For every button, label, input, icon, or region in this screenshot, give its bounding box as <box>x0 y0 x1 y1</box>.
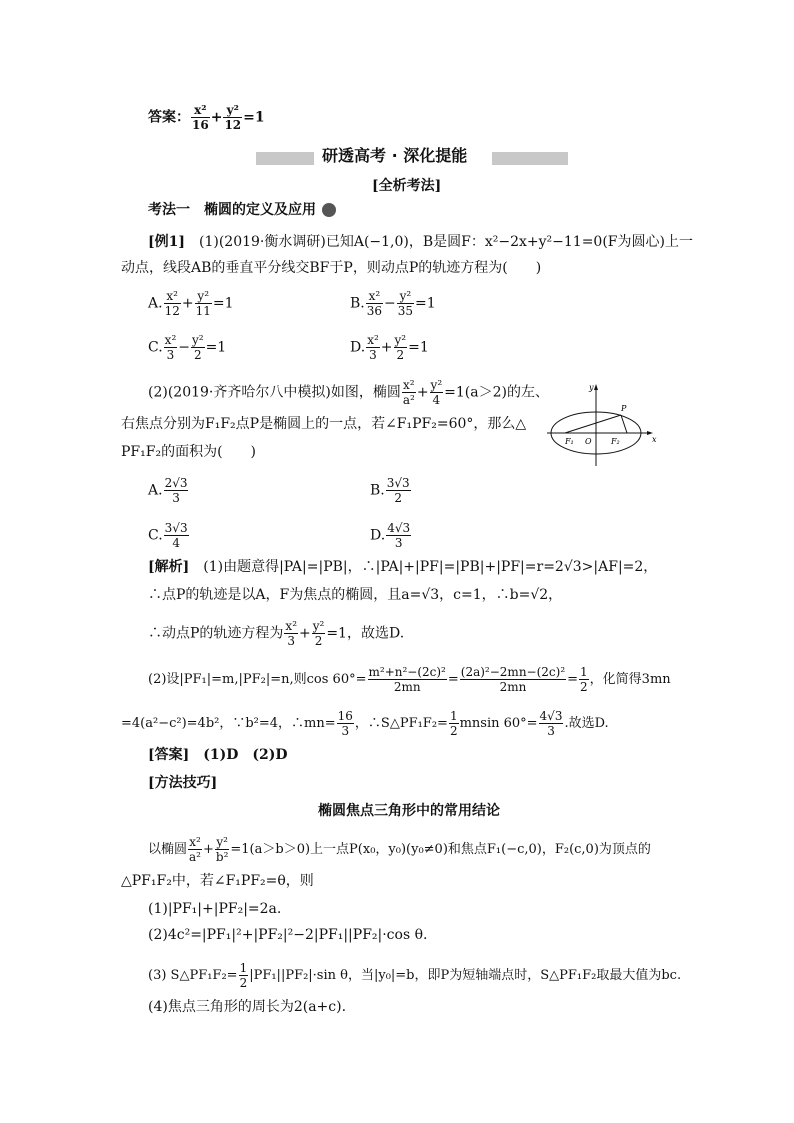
banner-right-bar <box>492 152 568 165</box>
subtitle: [全析考法] <box>372 178 442 194</box>
option-d: D. $\frac{\text{x²}}{3}$ + $\frac{\text{y²}}{2}$ =1 <box>350 333 429 362</box>
analysis-line4: (2)设|PF₁|=m,|PF₂|=n,则cos 60°= $\frac{\text{m²+n²−(2c)²}}{2mn}$ = $\frac{\text{(2a)²−2mn−(2c)²}}{2mn}$ = $\frac{1}{2}$ ，化简得3mn <box>148 665 671 694</box>
origin-label: O <box>585 437 592 446</box>
method-title: 椭圆焦点三角形中的常用结论 <box>318 803 500 819</box>
answer-fraction-x: $\frac{\text{x²}}{16}$ <box>192 103 209 132</box>
part2-option-c: C. $\frac{3√3}{4}$ <box>148 521 188 550</box>
part2-option-a: A. $\frac{2√3}{3}$ <box>148 476 188 505</box>
segment-f1-p <box>565 415 621 433</box>
example1-part2-line3: PF₁F₂的面积为( ) <box>121 444 256 460</box>
option-c: C. $\frac{\text{x²}}{3}$ − $\frac{\text{y²}}{2}$ =1 <box>148 333 227 362</box>
option-a: A. $\frac{\text{x²}}{12}$ + $\frac{\text{y²}}{11}$ =1 <box>148 289 234 318</box>
answer-fraction-y: $\frac{\text{y²}}{12}$ <box>224 103 242 132</box>
p-label: P <box>621 404 627 413</box>
method-tag: [方法技巧] <box>148 775 218 791</box>
banner-left-bar <box>256 152 314 165</box>
answer-label: 答案： <box>148 109 190 126</box>
example1-line2: 动点，线段AB的垂直平分线交BF于P，则动点P的轨迹方程为( ) <box>121 260 542 276</box>
section-banner: 研透高考 · 深化提能 <box>322 146 468 165</box>
y-label: y <box>589 383 594 392</box>
x-label: x <box>652 435 657 444</box>
part2-option-b: B. $\frac{3√3}{2}$ <box>370 476 410 505</box>
method-item2: (2)4c²=|PF₁|²+|PF₂|²−2|PF₁||PF₂|·cos θ. <box>148 927 428 943</box>
option-b: B. $\frac{\text{x²}}{36}$ − $\frac{\text{y²}}{35}$ =1 <box>350 289 436 318</box>
bullet-dot-icon <box>322 203 336 217</box>
analysis-line2: ∴点P的轨迹是以A，F为焦点的椭圆，且a=√3，c=1，∴b=√2， <box>148 587 563 603</box>
method-intro-line2: △PF₁F₂中，若∠F₁PF₂=θ，则 <box>121 873 314 889</box>
section-heading: 考法一 椭圆的定义及应用 <box>148 200 336 220</box>
example1-part2-line1: (2)(2019·齐齐哈尔八中模拟)如图，椭圆 $\frac{\text{x²}}{\text{a²}}$ + $\frac{\text{y²}}{4}$ =1(a＞2)的左、 <box>148 378 549 407</box>
method-item1: (1)|PF₁|+|PF₂|=2a. <box>148 901 282 917</box>
y-axis-arrow-icon <box>594 384 598 390</box>
example1-line1: [例1] (1)(2019·衡水调研)已知A(−1,0)，B是圆F：x²−2x+y²−11=0(F为圆心)上一 <box>148 234 693 250</box>
method-item4: (4)焦点三角形的周长为2(a+c). <box>148 999 347 1015</box>
f2-label: F₂ <box>611 437 620 446</box>
analysis-line1: [解析] (1)由题意得|PA|=|PB|，∴|PA|+|PF|=|PB|+|PF|=r=2√3>|AF|=2， <box>148 559 658 575</box>
analysis-line3: ∴动点P的轨迹方程为 $\frac{\text{x²}}{3}$ + $\frac{\text{y²}}{2}$ =1，故选D. <box>148 619 405 648</box>
f1-label: F₁ <box>565 437 574 446</box>
ellipse-figure <box>545 380 660 470</box>
analysis-line5: =4(a²−c²)=4b²，∵b²=4，∴mn= $\frac{16}{3}$ ，∴S△PF₁F₂= $\frac{1}{2}$ mnsin 60°= $\frac{4√3}{3}$ .故选D. <box>121 709 609 738</box>
answer-line: 答案： $\frac{\text{x²}}{16}$ + $\frac{\text{y²}}{12}$ =1 <box>148 103 265 132</box>
answer-summary: [答案] (1)D (2)D <box>148 747 288 763</box>
method-intro-line1: 以椭圆 $\frac{\text{x²}}{\text{a²}}$ + $\frac{\text{y²}}{\text{b²}}$ =1(a＞b＞0)上一点P(x₀，y₀)(y₀≠0)和焦点F₁(−c,0)，F₂(c,0)为顶点的 <box>148 835 651 864</box>
part2-option-d: D. $\frac{4√3}{3}$ <box>370 521 411 550</box>
example1-part2-line2: 右焦点分别为F₁F₂点P是椭圆上的一点，若∠F₁PF₂=60°，那么△ <box>121 416 527 432</box>
method-item3: (3) S△PF₁F₂= $\frac{1}{2}$ |PF₁||PF₂|·sin θ，当|y₀|=b，即P为短轴端点时，S△PF₁F₂取最大值为bc. <box>148 961 682 990</box>
